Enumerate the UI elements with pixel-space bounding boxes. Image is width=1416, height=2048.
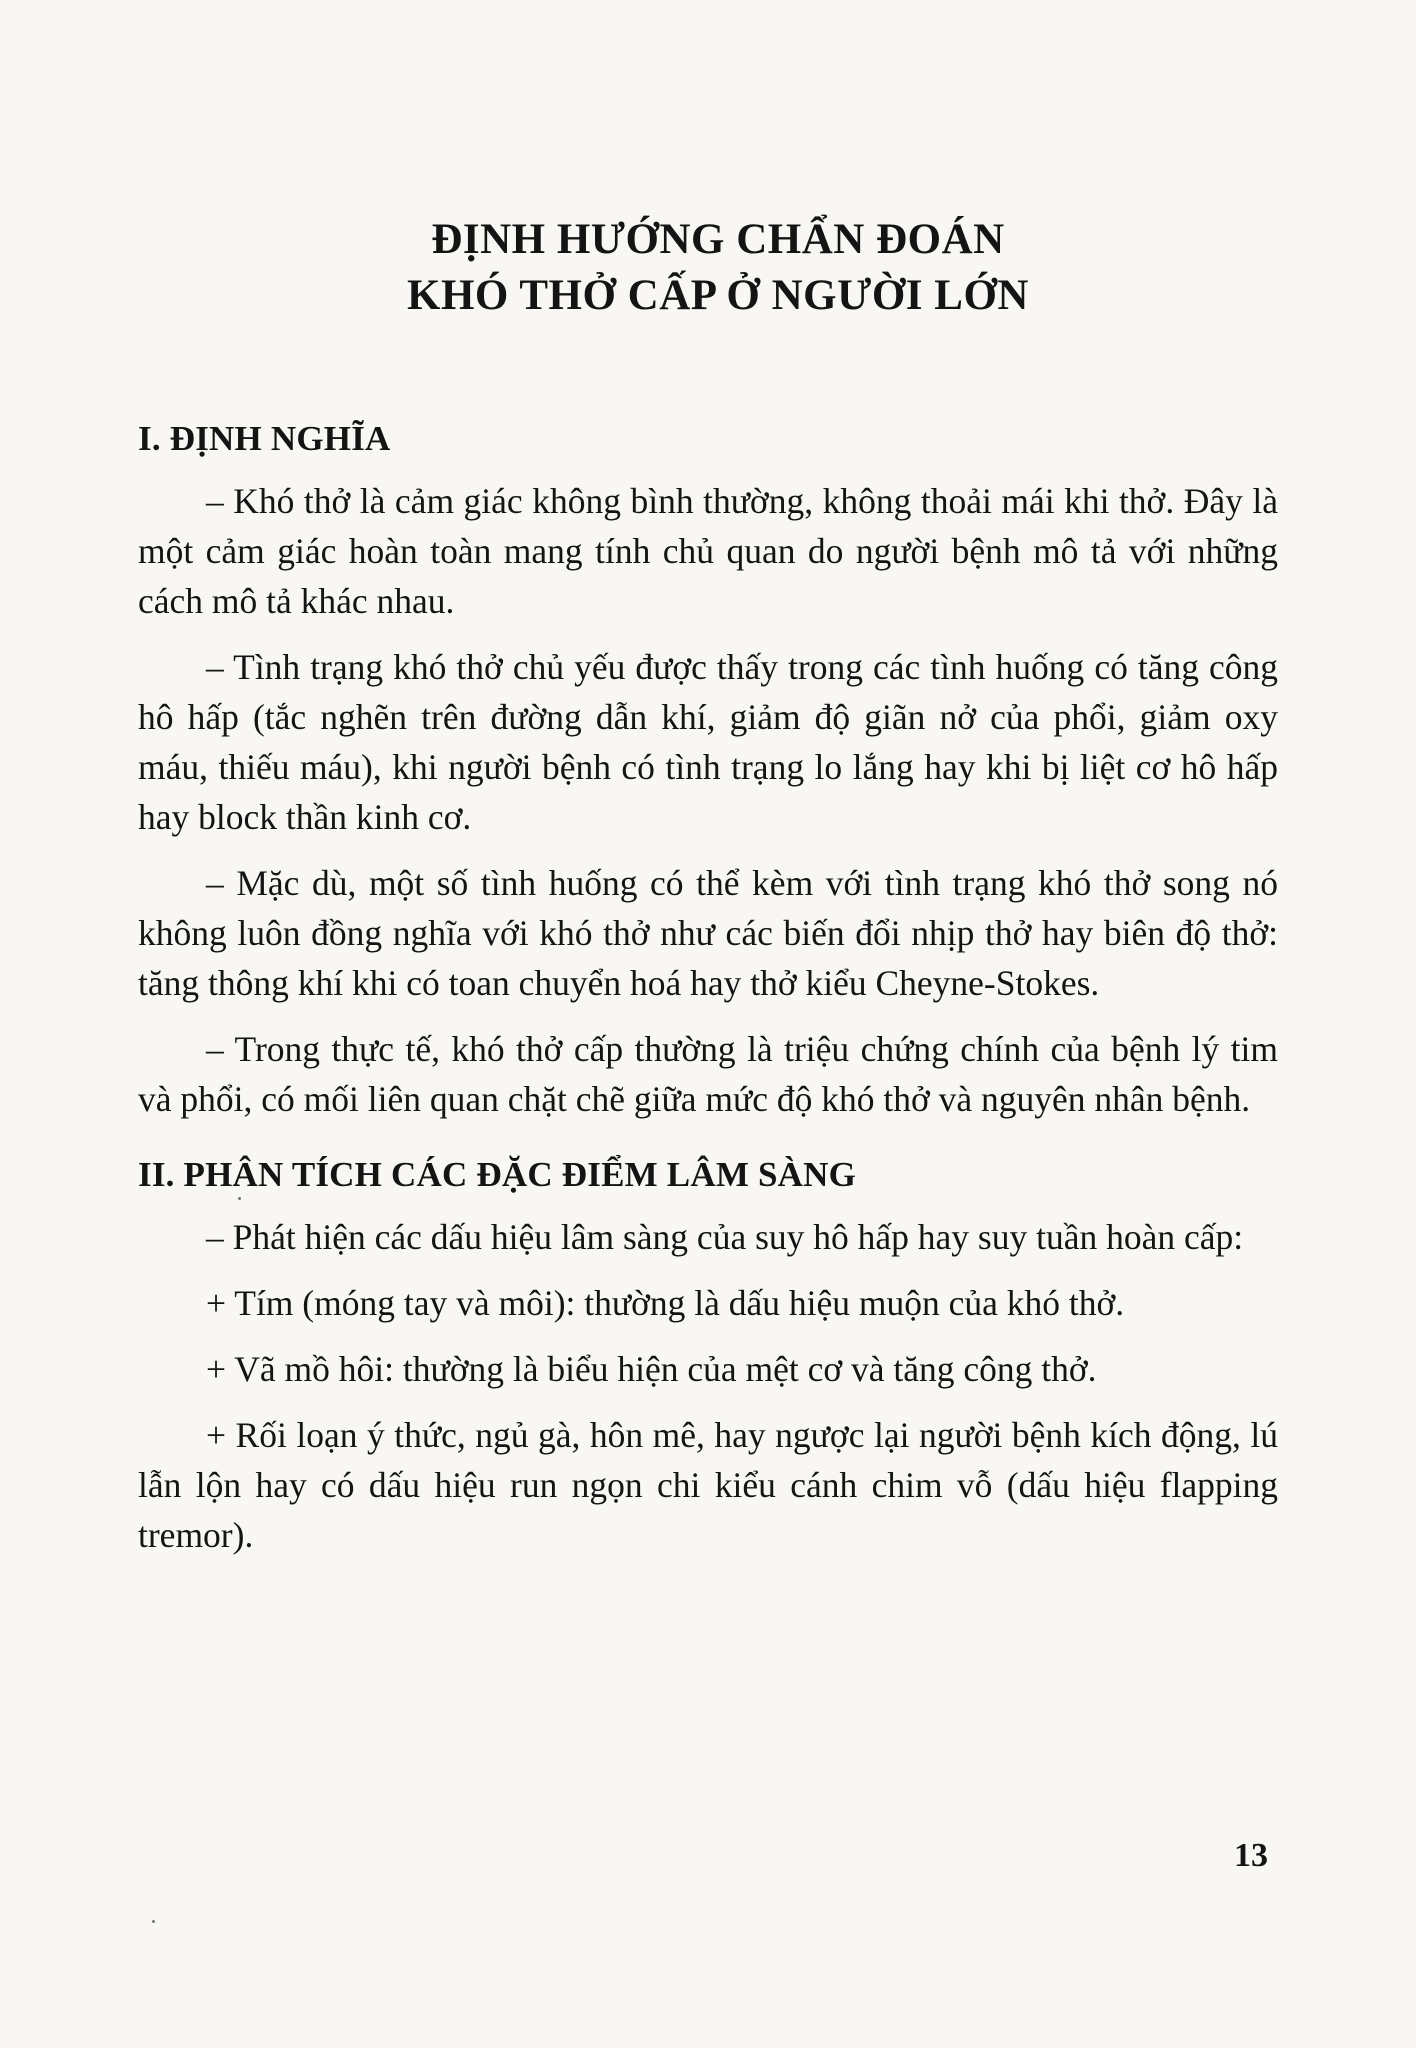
chapter-title bbox=[138, 212, 1278, 324]
section-heading-definition: I. ĐỊNH NGHĨA bbox=[138, 419, 391, 458]
paragraph: – Phát hiện các dấu hiệu lâm sàng của suy hô hấp hay suy tuần hoàn cấp: bbox=[206, 1217, 1244, 1257]
chapter-title-line-2: KHÓ THỞ CẤP Ở NGƯỜI LỚN bbox=[407, 272, 1029, 319]
list-item: + Vã mồ hôi: thường là biểu hiện của mệt cơ và tăng công thở. bbox=[206, 1349, 1097, 1389]
list-item: + Tím (móng tay và môi): thường là dấu hiệu muộn của khó thở. bbox=[206, 1283, 1125, 1323]
paragraph: – Trong thực tế, khó thở cấp thường là triệu chứng chính của bệnh lý tim và phổi, có mối liên quan chặt chẽ giữa mức độ khó thở và nguyên nhân bệnh. bbox=[138, 1029, 1278, 1119]
paragraph: – Tình trạng khó thở chủ yếu được thấy trong các tình huống có tăng công hô hấp (tắc nghẽn trên đường dẫn khí, giảm độ giãn nở của phổi, giảm oxy máu, thiếu máu), khi người bệnh có tình trạng lo lắng hay khi bị liệt cơ hô hấp hay block thần kinh cơ. bbox=[138, 647, 1278, 837]
speck-mark bbox=[238, 1197, 241, 1200]
section-heading-clinical-analysis: II. PHÂN TÍCH CÁC ĐẶC ĐIỂM LÂM SÀNG bbox=[138, 1155, 857, 1194]
speck-mark bbox=[152, 1920, 155, 1923]
chapter-title-line-1: ĐỊNH HƯỚNG CHẨN ĐOÁN bbox=[431, 216, 1005, 263]
list-item: + Rối loạn ý thức, ngủ gà, hôn mê, hay ngược lại người bệnh kích động, lú lẫn lộn hay có dấu hiệu run ngọn chi kiểu cánh chim vỗ (dấu hiệu flapping tremor). bbox=[138, 1415, 1278, 1555]
paragraph: – Khó thở là cảm giác không bình thường, không thoải mái khi thở. Đây là một cảm giác hoàn toàn mang tính chủ quan do người bệnh mô tả với những cách mô tả khác nhau. bbox=[138, 481, 1278, 621]
section-clinical-analysis bbox=[138, 1150, 1278, 1560]
paragraph: – Mặc dù, một số tình huống có thể kèm với tình trạng khó thở song nó không luôn đồng nghĩa với khó thở như các biến đổi nhịp thở hay biên độ thở: tăng thông khí khi có toan chuyển hoá hay thở kiểu Cheyne-Stokes. bbox=[138, 863, 1278, 1003]
page-number: 13 bbox=[1234, 1837, 1268, 1874]
section-definition bbox=[138, 414, 1278, 1124]
